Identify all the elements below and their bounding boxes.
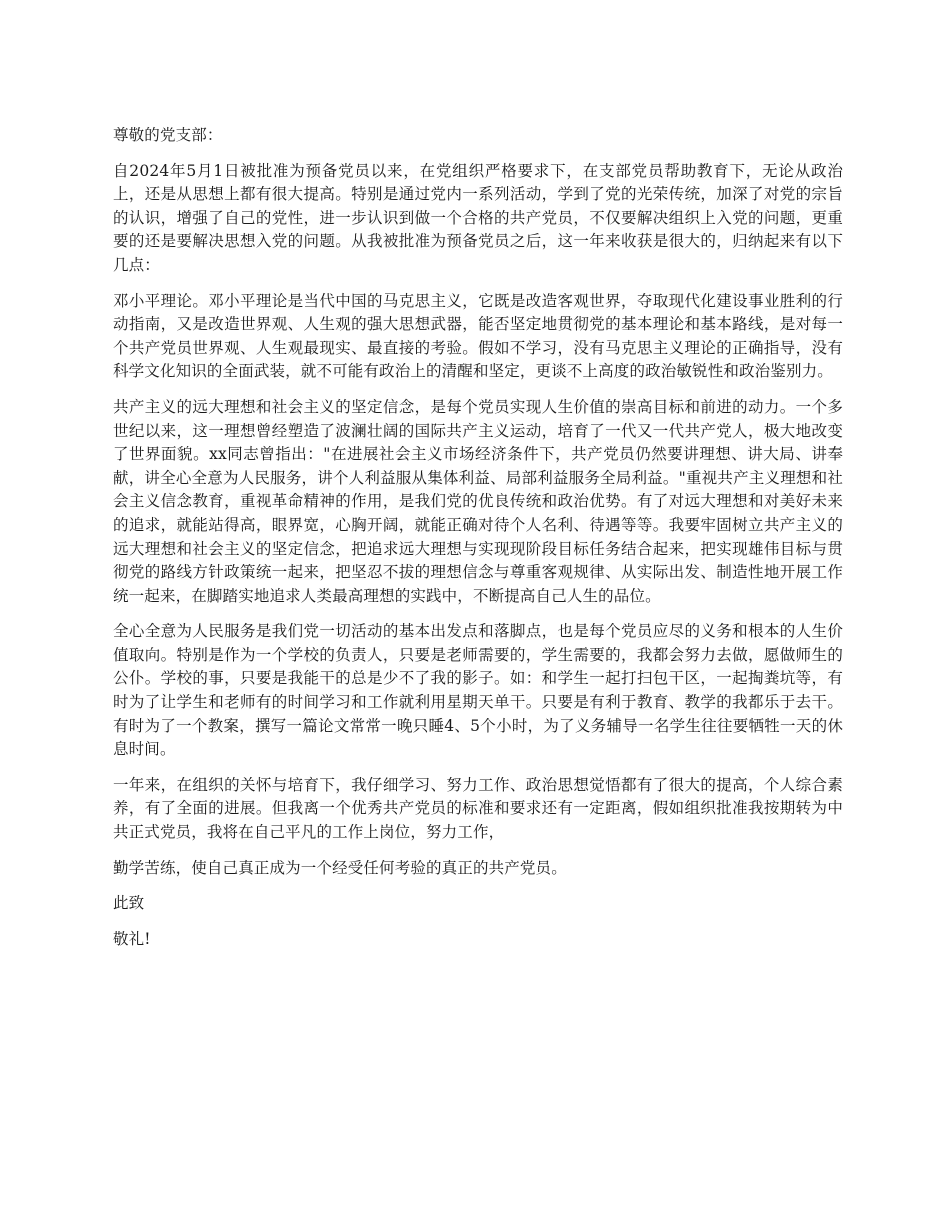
paragraph-ideals: 共产主义的远大理想和社会主义的坚定信念，是每个党员实现人生价值的崇高目标和前进的动力。一个多世纪以来，这一理想曾经塑造了波澜壮阔的国际共产主义运动，培育了一代又一代共产党人，极大地改变了世界面貌。xx同志曾指出："在进展社会主义市场经济条件下，共产党员仍然要讲理想、讲大局、讲奉献，讲全心全意为人民服务，讲个人利益服从集体利益、局部利益服务全局利益。"重视共产主义理想和社会主义信念教育，重视革命精神的作用，是我们党的优良传统和政治优势。有了对远大理想和对美好未来的追求，就能站得高，眼界宽，心胸开阔，就能正确对待个人名利、待遇等等。我要牢固树立共产主义的远大理想和社会主义的坚定信念，把追求远大理想与实现现阶段目标任务结合起来，把实现雄伟目标与贯彻党的路线方针政策统一起来，把坚忍不拔的理想信念与尊重客观规律、从实际出发、制造性地开展工作统一起来，在脚踏实地追求人类最高理想的实践中，不断提高自己人生的品位。 <box>113 397 843 605</box>
paragraph-summary: 一年来，在组织的关怀与培育下，我仔细学习、努力工作、政治思想觉悟都有了很大的提高，个人综合素养，有了全面的进展。但我离一个优秀共产党员的标准和要求还有一定距离，假如组织批准我按期转为中共正式党员，我将在自己平凡的工作上岗位，努力工作， <box>113 775 843 842</box>
paragraph-intro: 自2024年5月1日被批准为预备党员以来，在党组织严格要求下，在支部党员帮助教育下，无论从政治上，还是从思想上都有很大提高。特别是通过党内一系列活动，学到了党的光荣传统，加深了对党的宗旨的认识，增强了自己的党性，进一步认识到做一个合格的共产党员，不仅要解决组织上入党的问题，更重要的还是要解决思想入党的问题。从我被批准为预备党员之后，这一年来收获是很大的，归纳起来有以下几点： <box>113 161 843 274</box>
paragraph-service: 全心全意为人民服务是我们党一切活动的基本出发点和落脚点，也是每个党员应尽的义务和根本的人生价值取向。特别是作为一个学校的负责人，只要是老师需要的，学生需要的，我都会努力去做，愿做师生的公仆。学校的事，只要是我能干的总是少不了我的影子。如：和学生一起打扫包干区，一起掏粪坑等，有时为了让学生和老师有的时间学习和工作就利用星期天单干。只要是有利于教育、教学的我都乐于去干。有时为了一个教案，撰写一篇论文常常一晚只睡4、5个小时，为了义务辅导一名学生往往要牺牲一天的休息时间。 <box>113 622 843 759</box>
letter-document <box>113 124 843 963</box>
salutation: 尊敬的党支部： <box>113 126 223 144</box>
closing-line-2: 敬礼! <box>113 929 151 948</box>
paragraph-theory: 邓小平理论。邓小平理论是当代中国的马克思主义，它既是改造客观世界，夺取现代化建设事业胜利的行动指南，又是改造世界观、人生观的强大思想武器，能否坚定地贯彻党的基本理论和基本路线，是对每一个共产党员世界观、人生观最现实、最直接的考验。假如不学习，没有马克思主义理论的正确指导，没有科学文化知识的全面武装，就不可能有政治上的清醒和坚定，更谈不上高度的政治敏锐性和政治鉴别力。 <box>113 291 843 381</box>
paragraph-conclusion: 勤学苦练，使自己真正成为一个经受任何考验的真正的共产党员。 <box>113 858 567 877</box>
closing-line-1: 此致 <box>113 894 145 913</box>
